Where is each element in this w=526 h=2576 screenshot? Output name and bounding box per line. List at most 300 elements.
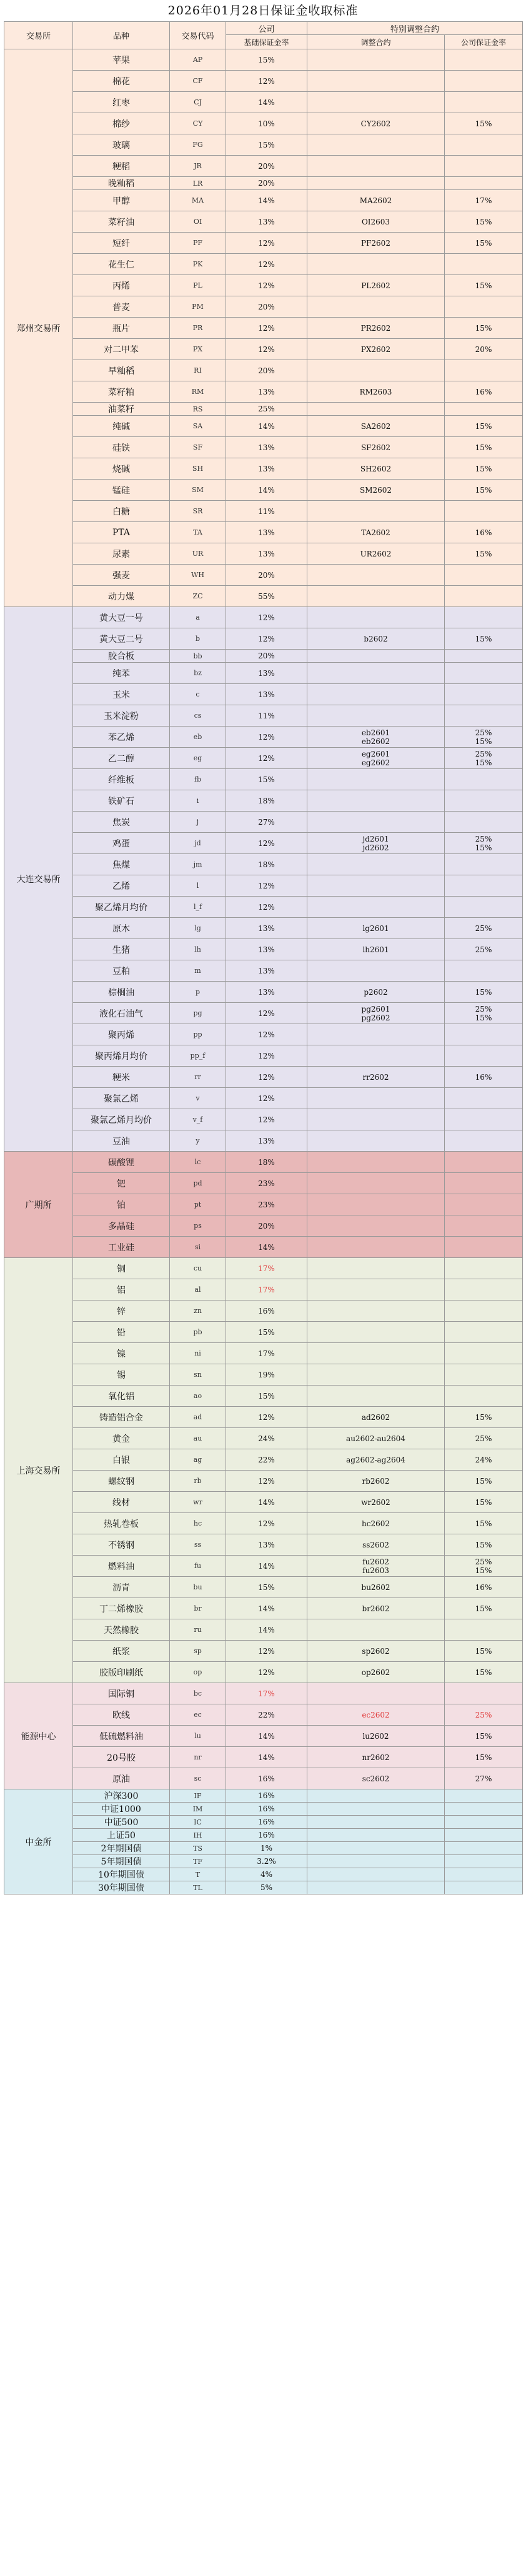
table-row: [4, 705, 523, 727]
adjust-contract-cell: [307, 416, 445, 437]
adjust-contract-cell: [307, 960, 445, 982]
adjust-contract: jd2602: [362, 843, 389, 852]
base-rate-cell: 11%: [226, 705, 307, 727]
table-row: [4, 650, 523, 663]
product-cell: 国际铜: [73, 1683, 170, 1704]
product-cell: 氧化铝: [73, 1386, 170, 1407]
company-rate-cell: [445, 275, 523, 296]
table-row: [4, 480, 523, 501]
company-rate-cell: [445, 1803, 523, 1816]
company-rate-cell: [445, 918, 523, 939]
code-cell: l_f: [170, 897, 226, 918]
table-row: [4, 1152, 523, 1173]
base-rate-cell: 16%: [226, 1789, 307, 1803]
exchange-cell: 中金所: [4, 1789, 73, 1894]
company-rate-cell: [445, 381, 523, 403]
adjust-contract: PL2602: [361, 281, 390, 290]
company-rate-cell: [445, 480, 523, 501]
adjust-contract-cell: [307, 1301, 445, 1322]
base-rate-cell: 15%: [226, 769, 307, 790]
adjust-contract-cell: [307, 769, 445, 790]
company-rate-cell: [445, 416, 523, 437]
company-rate-cell: [445, 1789, 523, 1803]
table-row: [4, 1641, 523, 1662]
code-cell: PF: [170, 233, 226, 254]
base-rate-cell: 13%: [226, 939, 307, 960]
company-rate: 15%: [475, 421, 492, 431]
company-rate: 15%: [475, 843, 492, 852]
adjust-contract-cell: [307, 1364, 445, 1386]
base-rate-cell: 14%: [226, 1619, 307, 1641]
company-rate: 15%: [475, 634, 492, 643]
table-row: [4, 586, 523, 607]
header-exchange: 交易所: [4, 22, 73, 49]
table-row: [4, 1173, 523, 1194]
code-cell: TL: [170, 1881, 226, 1894]
table-row: [4, 318, 523, 339]
adjust-contract-cell: [307, 1829, 445, 1842]
adjust-contract-cell: [307, 1619, 445, 1641]
adjust-contract-cell: [307, 875, 445, 897]
adjust-contract-cell: [307, 1215, 445, 1237]
company-rate-cell: [445, 501, 523, 522]
base-rate-cell: 23%: [226, 1194, 307, 1215]
adjust-contract-cell: [307, 1768, 445, 1789]
company-rate: 15%: [475, 737, 492, 746]
company-rate: 25%: [475, 1710, 492, 1719]
code-cell: fb: [170, 769, 226, 790]
company-rate: 16%: [475, 1582, 492, 1592]
product-cell: 胶合板: [73, 650, 170, 663]
header-adjust-contract: 调整合约: [307, 35, 445, 49]
table-row: [4, 854, 523, 875]
adjust-contract-cell: [307, 897, 445, 918]
table-row: [4, 134, 523, 156]
product-cell: 纸浆: [73, 1641, 170, 1662]
company-rate-cell: [445, 1088, 523, 1109]
adjust-contract: fu2602: [362, 1557, 389, 1566]
code-cell: LR: [170, 177, 226, 190]
product-cell: 铜: [73, 1258, 170, 1279]
code-cell: sn: [170, 1364, 226, 1386]
base-rate-cell: 13%: [226, 211, 307, 233]
adjust-contract-cell: [307, 1130, 445, 1152]
adjust-contract-cell: [307, 1386, 445, 1407]
table-row: [4, 1364, 523, 1386]
company-rate: 15%: [475, 1497, 492, 1507]
company-rate-cell: [445, 854, 523, 875]
adjust-contract: pg2601: [361, 1004, 390, 1014]
company-rate: 16%: [475, 387, 492, 396]
company-rate: 20%: [475, 345, 492, 354]
code-cell: si: [170, 1237, 226, 1258]
code-cell: RM: [170, 381, 226, 403]
code-cell: IC: [170, 1816, 226, 1829]
base-rate-cell: 12%: [226, 1024, 307, 1045]
table-row: [4, 1513, 523, 1534]
base-rate-cell: 12%: [226, 233, 307, 254]
table-row: [4, 71, 523, 92]
company-rate-cell: [445, 1726, 523, 1747]
table-row: [4, 190, 523, 211]
product-cell: 欧线: [73, 1704, 170, 1726]
product-cell: 铁矿石: [73, 790, 170, 812]
adjust-contract-cell: [307, 628, 445, 650]
code-cell: RS: [170, 403, 226, 416]
company-rate-cell: [445, 1301, 523, 1322]
adjust-contract-cell: [307, 437, 445, 458]
header-company: 公司: [226, 22, 307, 35]
table-row: [4, 1662, 523, 1683]
base-rate-cell: 11%: [226, 501, 307, 522]
table-row: [4, 1109, 523, 1130]
base-rate-cell: 19%: [226, 1364, 307, 1386]
code-cell: TF: [170, 1855, 226, 1868]
product-cell: 铝: [73, 1279, 170, 1301]
base-rate-cell: 17%: [226, 1683, 307, 1704]
company-rate-cell: [445, 92, 523, 113]
base-rate-cell: 13%: [226, 1130, 307, 1152]
company-rate: 15%: [475, 1731, 492, 1741]
table-row: [4, 211, 523, 233]
adjust-contract-cell: [307, 458, 445, 480]
adjust-contract-cell: [307, 1641, 445, 1662]
product-cell: 黄金: [73, 1428, 170, 1449]
base-rate-cell: 12%: [226, 1109, 307, 1130]
adjust-contract: SF2602: [360, 443, 391, 452]
company-rate-cell: [445, 1130, 523, 1152]
base-rate-cell: 16%: [226, 1816, 307, 1829]
code-cell: jd: [170, 833, 226, 854]
company-rate-cell: [445, 960, 523, 982]
company-rate: 15%: [475, 119, 492, 128]
code-cell: PM: [170, 296, 226, 318]
code-cell: ad: [170, 1407, 226, 1428]
code-cell: ni: [170, 1343, 226, 1364]
adjust-contract-cell: [307, 1842, 445, 1855]
code-cell: op: [170, 1662, 226, 1683]
company-rate: 25%: [475, 1434, 492, 1443]
product-cell: 粳米: [73, 1067, 170, 1088]
product-cell: PTA: [73, 522, 170, 543]
adjust-contract-cell: [307, 565, 445, 586]
company-rate: 16%: [475, 528, 492, 537]
table-row: [4, 960, 523, 982]
adjust-contract-cell: [307, 1789, 445, 1803]
product-cell: 聚氯乙烯月均价: [73, 1109, 170, 1130]
code-cell: bu: [170, 1577, 226, 1598]
code-cell: PL: [170, 275, 226, 296]
adjust-contract: OI2603: [361, 217, 390, 226]
code-cell: bb: [170, 650, 226, 663]
base-rate-cell: 14%: [226, 1726, 307, 1747]
adjust-contract-cell: [307, 49, 445, 71]
company-rate-cell: [445, 812, 523, 833]
product-cell: 苯乙烯: [73, 727, 170, 748]
exchange-cell: 能源中心: [4, 1683, 73, 1789]
code-cell: pd: [170, 1173, 226, 1194]
product-cell: 纯苯: [73, 663, 170, 684]
code-cell: CF: [170, 71, 226, 92]
adjust-contract-cell: [307, 1726, 445, 1747]
company-rate: 15%: [475, 323, 492, 333]
code-cell: c: [170, 684, 226, 705]
code-cell: ao: [170, 1386, 226, 1407]
code-cell: au: [170, 1428, 226, 1449]
base-rate-cell: 15%: [226, 1577, 307, 1598]
product-cell: 菜籽粕: [73, 381, 170, 403]
table-row: [4, 1726, 523, 1747]
company-rate-cell: [445, 748, 523, 769]
adjust-contract-cell: [307, 1881, 445, 1894]
adjust-contract: PF2602: [361, 238, 390, 248]
adjust-contract-cell: [307, 1152, 445, 1173]
product-cell: 铂: [73, 1194, 170, 1215]
adjust-contract-cell: [307, 1855, 445, 1868]
base-rate-cell: 13%: [226, 684, 307, 705]
product-cell: 硅铁: [73, 437, 170, 458]
base-rate-cell: 14%: [226, 416, 307, 437]
table-row: [4, 982, 523, 1003]
product-cell: 强麦: [73, 565, 170, 586]
table-row: [4, 1045, 523, 1067]
company-rate-cell: [445, 1471, 523, 1492]
adjust-contract: nr2602: [362, 1753, 390, 1762]
table-row: [4, 1258, 523, 1279]
company-rate-cell: [445, 705, 523, 727]
product-cell: 胶版印刷纸: [73, 1662, 170, 1683]
table-row: [4, 1279, 523, 1301]
base-rate-cell: 24%: [226, 1428, 307, 1449]
base-rate-cell: 12%: [226, 1641, 307, 1662]
base-rate-cell: 13%: [226, 437, 307, 458]
company-rate-cell: [445, 1842, 523, 1855]
base-rate-cell: 27%: [226, 812, 307, 833]
company-rate-cell: [445, 875, 523, 897]
table-row: [4, 1768, 523, 1789]
company-rate: 25%: [475, 728, 492, 737]
adjust-contract-cell: [307, 318, 445, 339]
adjust-contract-cell: [307, 275, 445, 296]
table-row: [4, 1803, 523, 1816]
company-rate: 15%: [475, 1668, 492, 1677]
product-cell: 丁二烯橡胶: [73, 1598, 170, 1619]
product-cell: 锰硅: [73, 480, 170, 501]
product-cell: 白糖: [73, 501, 170, 522]
company-rate-cell: [445, 1237, 523, 1258]
code-cell: OI: [170, 211, 226, 233]
table-row: [4, 360, 523, 381]
company-rate-cell: [445, 1045, 523, 1067]
base-rate-cell: 14%: [226, 1747, 307, 1768]
table-row: [4, 1534, 523, 1556]
margin-table: [4, 21, 523, 1894]
adjust-contract-cell: [307, 684, 445, 705]
adjust-contract-cell: [307, 727, 445, 748]
product-cell: 不锈钢: [73, 1534, 170, 1556]
adjust-contract: br2602: [362, 1604, 390, 1613]
company-rate-cell: [445, 790, 523, 812]
adjust-contract: eg2602: [361, 758, 390, 767]
product-cell: 碳酸锂: [73, 1152, 170, 1173]
adjust-contract-cell: [307, 1513, 445, 1534]
code-cell: hc: [170, 1513, 226, 1534]
company-rate-cell: [445, 113, 523, 134]
adjust-contract-cell: [307, 1683, 445, 1704]
adjust-contract-cell: [307, 939, 445, 960]
code-cell: SA: [170, 416, 226, 437]
company-rate: 24%: [475, 1455, 492, 1464]
base-rate-cell: 14%: [226, 1556, 307, 1577]
table-row: [4, 275, 523, 296]
company-rate-cell: [445, 1109, 523, 1130]
adjust-contract: RM2603: [359, 387, 392, 396]
table-row: [4, 628, 523, 650]
table-row: [4, 1449, 523, 1471]
company-rate: 25%: [475, 945, 492, 954]
base-rate-cell: 18%: [226, 1152, 307, 1173]
product-cell: 烧碱: [73, 458, 170, 480]
company-rate-cell: [445, 339, 523, 360]
adjust-contract-cell: [307, 833, 445, 854]
code-cell: IM: [170, 1803, 226, 1816]
product-cell: 丙烯: [73, 275, 170, 296]
product-cell: 沥青: [73, 1577, 170, 1598]
adjust-contract-cell: [307, 1279, 445, 1301]
code-cell: a: [170, 607, 226, 628]
adjust-contract-cell: [307, 1704, 445, 1726]
adjust-contract-cell: [307, 1577, 445, 1598]
product-cell: 燃料油: [73, 1556, 170, 1577]
company-rate-cell: [445, 360, 523, 381]
company-rate-cell: [445, 296, 523, 318]
base-rate-cell: 18%: [226, 790, 307, 812]
header-special: 特别调整合约: [307, 22, 523, 35]
table-row: [4, 458, 523, 480]
adjust-contract-cell: [307, 113, 445, 134]
table-row: [4, 92, 523, 113]
adjust-contract: UR2602: [360, 549, 392, 558]
company-rate-cell: [445, 565, 523, 586]
base-rate-cell: 15%: [226, 49, 307, 71]
table-row: [4, 748, 523, 769]
code-cell: TS: [170, 1842, 226, 1855]
code-cell: ps: [170, 1215, 226, 1237]
adjust-contract-cell: [307, 501, 445, 522]
code-cell: y: [170, 1130, 226, 1152]
company-rate-cell: [445, 1322, 523, 1343]
base-rate-cell: 12%: [226, 1067, 307, 1088]
code-cell: v_f: [170, 1109, 226, 1130]
adjust-contract: rr2602: [362, 1072, 389, 1082]
table-row: [4, 1747, 523, 1768]
code-cell: j: [170, 812, 226, 833]
product-cell: 5年期国债: [73, 1855, 170, 1868]
adjust-contract: bu2602: [361, 1582, 390, 1592]
company-rate-cell: [445, 1598, 523, 1619]
table-row: [4, 1301, 523, 1322]
base-rate-cell: 22%: [226, 1704, 307, 1726]
base-rate-cell: 1%: [226, 1842, 307, 1855]
base-rate-cell: 12%: [226, 1003, 307, 1024]
company-rate-cell: [445, 1768, 523, 1789]
product-cell: 普麦: [73, 296, 170, 318]
adjust-contract-cell: [307, 1534, 445, 1556]
base-rate-cell: 15%: [226, 1322, 307, 1343]
base-rate-cell: 12%: [226, 1513, 307, 1534]
adjust-contract-cell: [307, 982, 445, 1003]
adjust-contract-cell: [307, 748, 445, 769]
code-cell: rr: [170, 1067, 226, 1088]
product-cell: 早籼稻: [73, 360, 170, 381]
table-row: [4, 416, 523, 437]
base-rate-cell: 13%: [226, 458, 307, 480]
product-cell: 苹果: [73, 49, 170, 71]
base-rate-cell: 12%: [226, 339, 307, 360]
code-cell: PK: [170, 254, 226, 275]
product-cell: 聚丙烯月均价: [73, 1045, 170, 1067]
product-cell: 纯碱: [73, 416, 170, 437]
product-cell: 原木: [73, 918, 170, 939]
base-rate-cell: 16%: [226, 1829, 307, 1842]
code-cell: l: [170, 875, 226, 897]
product-cell: 油菜籽: [73, 403, 170, 416]
product-cell: 菜籽油: [73, 211, 170, 233]
company-rate: 15%: [475, 1646, 492, 1656]
adjust-contract-cell: [307, 522, 445, 543]
base-rate-cell: 13%: [226, 543, 307, 565]
code-cell: sc: [170, 1768, 226, 1789]
table-row: [4, 1868, 523, 1881]
adjust-contract-cell: [307, 1343, 445, 1364]
company-rate: 15%: [475, 464, 492, 473]
company-rate-cell: [445, 543, 523, 565]
adjust-contract: ag2602-ag2604: [346, 1455, 405, 1464]
adjust-contract-cell: [307, 586, 445, 607]
header-code: 交易代码: [170, 22, 226, 49]
company-rate-cell: [445, 134, 523, 156]
base-rate-cell: 17%: [226, 1343, 307, 1364]
code-cell: ZC: [170, 586, 226, 607]
company-rate-cell: [445, 1194, 523, 1215]
base-rate-cell: 13%: [226, 918, 307, 939]
base-rate-cell: 13%: [226, 960, 307, 982]
company-rate-cell: [445, 318, 523, 339]
product-cell: 晚籼稻: [73, 177, 170, 190]
base-rate-cell: 12%: [226, 1407, 307, 1428]
company-rate-cell: [445, 522, 523, 543]
table-row: [4, 1343, 523, 1364]
product-cell: 线材: [73, 1492, 170, 1513]
code-cell: CY: [170, 113, 226, 134]
company-rate-cell: [445, 1449, 523, 1471]
adjust-contract: ad2602: [361, 1412, 390, 1422]
code-cell: b: [170, 628, 226, 650]
header-base-rate: 基础保证金率: [226, 35, 307, 49]
adjust-contract-cell: [307, 1067, 445, 1088]
table-row: [4, 684, 523, 705]
product-cell: 瓶片: [73, 318, 170, 339]
base-rate-cell: 17%: [226, 1279, 307, 1301]
base-rate-cell: 22%: [226, 1449, 307, 1471]
adjust-contract-cell: [307, 1194, 445, 1215]
company-rate-cell: [445, 1577, 523, 1598]
code-cell: PR: [170, 318, 226, 339]
table-row: [4, 1789, 523, 1803]
base-rate-cell: 55%: [226, 586, 307, 607]
table-row: [4, 177, 523, 190]
adjust-contract-cell: [307, 1747, 445, 1768]
